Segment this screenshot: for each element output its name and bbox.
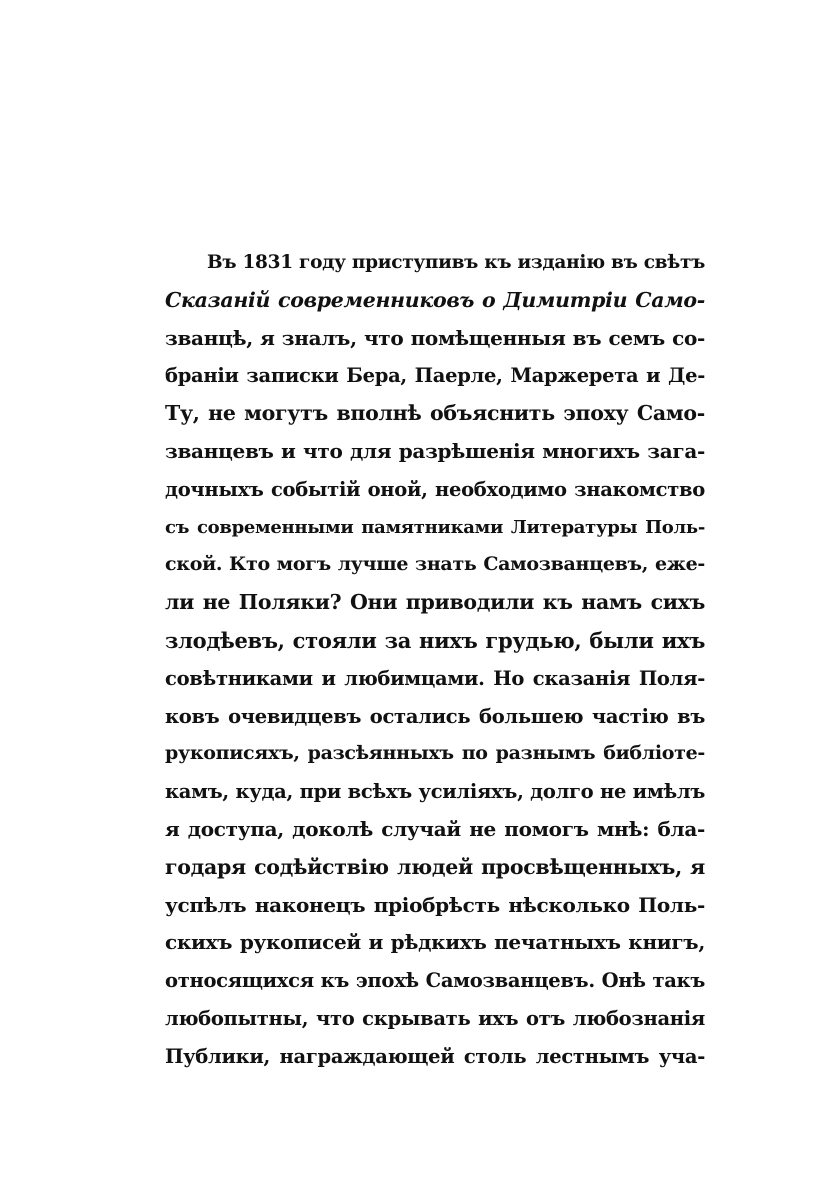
text-line: Ту, не могутъ вполнѣ объяснить эпоху Само- [165, 401, 705, 426]
text-line: Въ 1831 году приступивъ къ изданію въ свѣтъ [207, 252, 705, 273]
text-line: скихъ рукописей и рѣдкихъ печатныхъ книгъ, [165, 930, 705, 955]
text-line: я доступа, доколѣ случай не помогъ мнѣ: бла- [165, 816, 705, 841]
text-line: любопытны, что скрывать ихъ отъ любознанія [165, 1006, 705, 1030]
text-line: годаря содѣйствію людей просвѣщенныхъ, я [165, 854, 705, 879]
text-line: относящихся къ эпохѣ Самозванцевъ. Онѣ такъ [165, 969, 705, 993]
text-line: ковъ очевидцевъ остались большею частію въ [165, 704, 705, 728]
text-line: успѣлъ наконецъ пріобрѣсть нѣсколько Поль- [165, 892, 705, 917]
text-line: камъ, куда, при всѣхъ усиліяхъ, долго не имѣлъ [165, 780, 705, 804]
text-line: дочныхъ событій оной, необходимо знакомство [165, 477, 705, 501]
text-line: съ современными памятниками Литературы Поль- [165, 516, 705, 538]
text-line: ской. Кто могъ лучше знать Самозванцевъ, еже- [165, 553, 705, 576]
text-line: Сказаній современниковъ о Димитріи Само- [165, 287, 705, 312]
text-line: Публики, награждающей столь лестнымъ уча- [165, 1044, 705, 1068]
text-line: ли не Поляки? Они приводили къ намъ сихъ [165, 590, 705, 615]
body-text [165, 244, 705, 1076]
text-line: званцевъ и что для разрѣшенія многихъ зага- [165, 438, 705, 463]
text-line: званцѣ, я зналъ, что помѣщенныя въ семъ со- [165, 325, 705, 350]
text-line: совѣтниками и любимцами. Но сказанія Поля- [165, 666, 705, 690]
text-line: рукописяхъ, разсѣянныхъ по разнымъ библіоте- [165, 742, 705, 765]
text-line: злодѣевъ, стояли за нихъ грудью, были ихъ [165, 627, 705, 653]
text-line: браніи записки Бера, Паерле, Маржерета и Де- [165, 364, 705, 388]
